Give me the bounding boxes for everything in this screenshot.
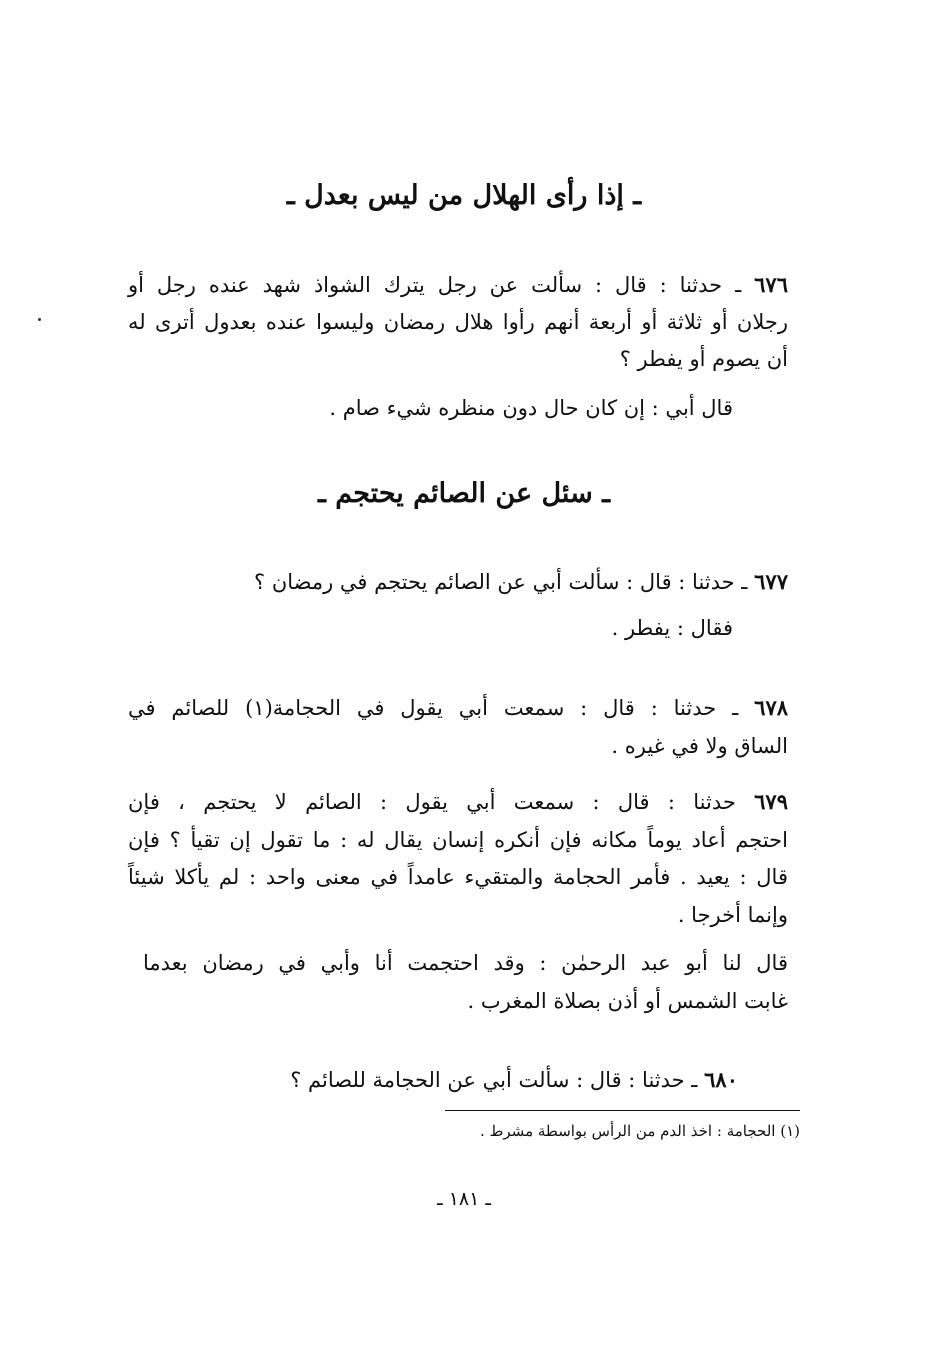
hadith-number-677: ٦٧٧ [754, 569, 788, 594]
paragraph-676-line-4: قال أبي : إن كان حال دون منظره شيء صام . [329, 396, 733, 420]
paragraph-677-line-1 [128, 567, 788, 597]
paragraph-676-line-1 [128, 270, 788, 300]
paragraph-680-text-1: ـ حدثنا : قال : سألت أبي عن الحجامة للصائم ؟ [290, 1068, 698, 1092]
paragraph-678-line-1 [128, 693, 788, 723]
paragraph-679-line-5: قال لنا أبو عبد الرحمٰن : وقد احتجمت أنا وأبي في رمضان بعدما [143, 951, 788, 975]
paragraph-679-line-3: قال : يعيد . فأمر الحجامة والمتقيء عامداً في معنى واحد : لم يأكلا شيئاً [128, 865, 788, 889]
section-heading-2: ـ سئل عن الصائم يحتجم ـ [317, 478, 611, 509]
hadith-number-676: ٦٧٦ [754, 272, 788, 297]
paragraph-680-line-1 [138, 1065, 738, 1095]
paragraph-677-line-2: فقال : يفطر . [611, 616, 733, 640]
paragraph-678-text-1: ـ حدثنا : قال : سمعت أبي يقول في الحجامة(١) للصائم في [128, 696, 739, 720]
page-number: ـ ١٨١ ـ [437, 1188, 491, 1210]
paragraph-678-line-2: الساق ولا في غيره . [611, 734, 788, 758]
paragraph-676-line-2: رجلان أو ثلاثة أو أربعة أنهم رأوا هلال رمضان وليسوا عنده بعدول أترى له [128, 310, 788, 334]
footnote: (١) الحجامة : اخذ الدم من الرأس بواسطة مشرط . [480, 1122, 800, 1140]
paragraph-679-line-4: وإنما أخرجا . [677, 903, 788, 927]
hadith-number-680: ٦٨٠ [704, 1067, 738, 1092]
section-heading-1: ـ إذا رأى الهلال من ليس بعدل ـ [286, 180, 642, 211]
speck-mark [38, 318, 41, 321]
paragraph-676-line-3: أن يصوم أو يفطر ؟ [619, 347, 788, 371]
paragraph-679-line-6: غابت الشمس أو أذن بصلاة المغرب . [467, 989, 788, 1013]
footnote-separator [445, 1110, 800, 1111]
paragraph-676-text-1: ـ حدثنا : قال : سألت عن رجل يترك الشواذ شهد عنده رجل أو [128, 273, 742, 297]
paragraph-679-line-2: احتجم أعاد يوماً مكانه فإن أنكره إنسان يقال له : ما تقول إن تقيأ ؟ فإن [128, 828, 788, 852]
paragraph-679-line-1 [128, 787, 788, 817]
paragraph-679-text-1: حدثنا : قال : سمعت أبي يقول : الصائم لا يحتجم ، فإن [128, 790, 736, 814]
hadith-number-678: ٦٧٨ [754, 695, 789, 720]
hadith-number-679: ٦٧٩ [754, 789, 788, 814]
paragraph-677-text-1: ـ حدثنا : قال : سألت أبي عن الصائم يحتجم في رمضان ؟ [254, 570, 748, 594]
